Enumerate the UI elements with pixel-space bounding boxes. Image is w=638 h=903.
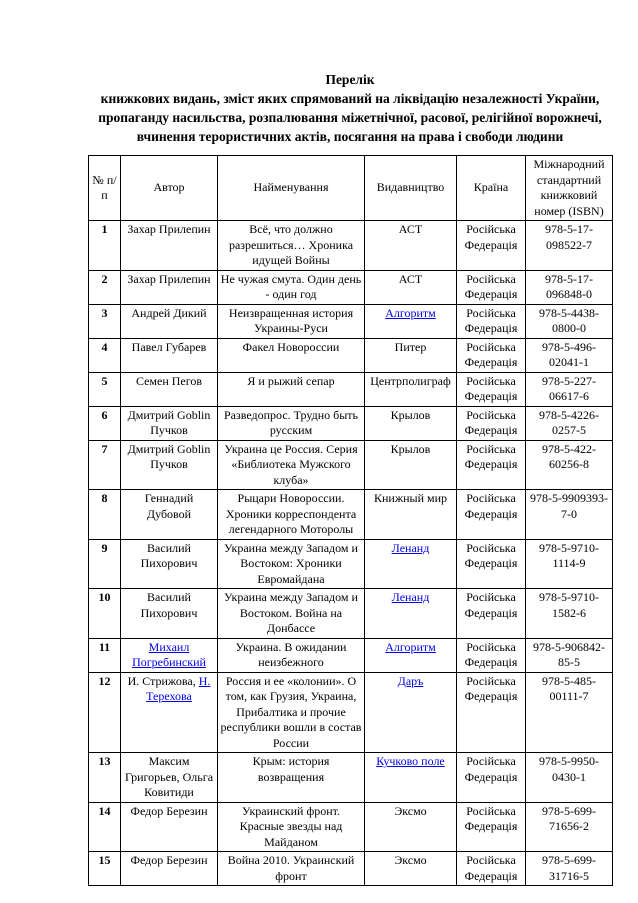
cell-publisher	[365, 304, 457, 338]
cell-row-number: 14	[89, 802, 121, 852]
cell-row-number: 11	[89, 638, 121, 672]
column-header-isbn: Міжнародний стандартний книжковий номер (ISBN)	[526, 156, 613, 221]
table-row	[89, 490, 613, 540]
cell-author	[121, 338, 218, 372]
table-row	[89, 539, 613, 589]
table-row	[89, 802, 613, 852]
table-row	[89, 338, 613, 372]
author-link[interactable]: Н. Терехова	[146, 673, 211, 703]
cell-author	[121, 440, 218, 490]
cell-book-title: Неизвращенная история Украины-Руси	[218, 304, 365, 338]
table-row	[89, 852, 613, 886]
author-text: Василий Пихорович	[140, 540, 198, 570]
cell-author	[121, 490, 218, 540]
title-body: книжкових видань, зміст яких спрямований на ліквідацію незалежності України, пропаганду насильства, розпалювання міжетнічної, расової, релігійної ворожнечі, вчинення терористичних актів, посягання на права і свободи людини	[98, 91, 602, 144]
cell-row-number: 10	[89, 589, 121, 639]
cell-isbn: 978-5-422-60256-8	[526, 440, 613, 490]
publisher-link[interactable]: Алгоритм	[385, 305, 436, 320]
author-text: Федор Березин	[130, 853, 208, 867]
cell-publisher	[365, 539, 457, 589]
cell-country: Російська Федерація	[457, 304, 526, 338]
cell-isbn: 978-5-17-098522-7	[526, 221, 613, 271]
author-text: Андрей Дикий	[131, 305, 207, 320]
cell-publisher: Эксмо	[365, 802, 457, 852]
cell-publisher: Крылов	[365, 440, 457, 490]
cell-isbn: 978-5-9909393-7-0	[526, 490, 613, 540]
author-text: Семен Пегов	[135, 373, 203, 388]
banned-books-table	[88, 155, 613, 886]
cell-country: Російська Федерація	[457, 490, 526, 540]
cell-publisher	[365, 589, 457, 639]
cell-row-number: 3	[89, 304, 121, 338]
title-line-1: Перелік	[325, 72, 375, 87]
table-row	[89, 638, 613, 672]
cell-author	[121, 589, 218, 639]
table-row	[89, 372, 613, 406]
cell-country: Російська Федерація	[457, 440, 526, 490]
table-row	[89, 221, 613, 271]
cell-book-title: Украина между Западом и Востоком. Война на Донбассе	[218, 589, 365, 639]
table-row	[89, 440, 613, 490]
cell-publisher: АСТ	[365, 270, 457, 304]
author-text: И. Стрижова,	[127, 673, 199, 688]
cell-author	[121, 638, 218, 672]
cell-publisher: Эксмо	[365, 852, 457, 886]
cell-book-title: Рыцари Новороссии. Хроники корреспондента легендарного Моторолы	[218, 490, 365, 540]
cell-isbn: 978-5-9950-0430-1	[526, 753, 613, 803]
cell-country: Російська Федерація	[457, 338, 526, 372]
cell-author	[121, 406, 218, 440]
table-body	[89, 221, 613, 886]
cell-author	[121, 270, 218, 304]
cell-row-number: 5	[89, 372, 121, 406]
cell-row-number: 13	[89, 753, 121, 803]
cell-book-title: Украина между Западом и Востоком: Хроники Евромайдана	[218, 539, 365, 589]
publisher-link[interactable]: Ленанд	[391, 590, 430, 604]
publisher-link[interactable]: Даръ	[397, 673, 424, 688]
cell-row-number: 8	[89, 490, 121, 540]
cell-country: Російська Федерація	[457, 372, 526, 406]
cell-isbn: 978-5-4438-0800-0	[526, 304, 613, 338]
cell-country: Російська Федерація	[457, 589, 526, 639]
author-text: Геннадий Дубовой	[144, 491, 194, 521]
cell-author	[121, 802, 218, 852]
cell-isbn: 978-5-227-06617-6	[526, 372, 613, 406]
cell-isbn: 978-5-4226-0257-5	[526, 406, 613, 440]
cell-book-title: Не чужая смута. Один день - один год	[218, 270, 365, 304]
cell-country: Російська Федерація	[457, 753, 526, 803]
table-row	[89, 589, 613, 639]
column-header-row-number: № п/п	[89, 156, 121, 221]
cell-publisher	[365, 753, 457, 803]
cell-book-title: Факел Новороссии	[218, 338, 365, 372]
cell-book-title: Всё, что должно разрешиться… Хроника идущей Войны	[218, 221, 365, 271]
table-row	[89, 270, 613, 304]
cell-isbn: 978-5-699-71656-2	[526, 802, 613, 852]
author-text: Захар Прилепин	[127, 222, 211, 236]
cell-book-title: Война 2010. Украинский фронт	[218, 852, 365, 886]
cell-row-number: 4	[89, 338, 121, 372]
cell-author	[121, 372, 218, 406]
cell-publisher	[365, 672, 457, 753]
cell-book-title: Украина це Россия. Серия «Библиотека Мужского клуба»	[218, 440, 365, 490]
cell-author	[121, 221, 218, 271]
cell-author	[121, 672, 218, 753]
publisher-link[interactable]: Ленанд	[391, 540, 430, 555]
cell-country: Російська Федерація	[457, 406, 526, 440]
cell-author	[121, 304, 218, 338]
cell-row-number: 15	[89, 852, 121, 886]
author-text: Василий Пихорович	[140, 590, 198, 620]
cell-author	[121, 539, 218, 589]
cell-publisher: Питер	[365, 338, 457, 372]
cell-isbn: 978-5-9710-1114-9	[526, 539, 613, 589]
cell-row-number: 7	[89, 440, 121, 490]
column-header-publisher: Видавництво	[365, 156, 457, 221]
cell-book-title: Украина. В ожидании неизбежного	[218, 638, 365, 672]
cell-row-number: 6	[89, 406, 121, 440]
author-text: Дмитрий Goblin Пучков	[127, 441, 211, 471]
table-row	[89, 406, 613, 440]
cell-isbn: 978-5-496-02041-1	[526, 338, 613, 372]
cell-isbn: 978-5-699-31716-5	[526, 852, 613, 886]
cell-isbn: 978-5-9710-1582-6	[526, 589, 613, 639]
table-row	[89, 304, 613, 338]
publisher-link[interactable]: Алгоритм	[385, 639, 436, 654]
cell-author	[121, 852, 218, 886]
author-text: Дмитрий Goblin Пучков	[127, 407, 211, 437]
cell-country: Російська Федерація	[457, 221, 526, 271]
cell-row-number: 9	[89, 539, 121, 589]
cell-publisher: Книжный мир	[365, 490, 457, 540]
cell-isbn: 978-5-17-096848-0	[526, 270, 613, 304]
column-header-country: Країна	[457, 156, 526, 221]
cell-book-title: Россия и ее «колонии». О том, как Грузия, Украина, Прибалтика и прочие республики вошли в состав России	[218, 672, 365, 753]
cell-country: Російська Федерація	[457, 672, 526, 753]
cell-country: Російська Федерація	[457, 539, 526, 589]
table-row	[89, 672, 613, 753]
author-text: Максим Григорьев, Ольга Ковитиди	[124, 754, 214, 799]
cell-publisher	[365, 638, 457, 672]
cell-row-number: 2	[89, 270, 121, 304]
cell-country: Російська Федерація	[457, 802, 526, 852]
author-link[interactable]: Михаил Погребинский	[132, 639, 206, 669]
cell-row-number: 12	[89, 672, 121, 753]
cell-book-title: Я и рыжий сепар	[218, 372, 365, 406]
document-title	[88, 70, 612, 146]
cell-book-title: Крым: история возвращения	[218, 753, 365, 803]
cell-country: Російська Федерація	[457, 638, 526, 672]
cell-country: Російська Федерація	[457, 270, 526, 304]
cell-publisher: Центрполиграф	[365, 372, 457, 406]
cell-isbn: 978-5-906842-85-5	[526, 638, 613, 672]
cell-row-number: 1	[89, 221, 121, 271]
column-header-book-title: Найменування	[218, 156, 365, 221]
author-text: Захар Прилепин	[127, 271, 211, 286]
column-header-author: Автор	[121, 156, 218, 221]
author-text: Федор Березин	[130, 803, 208, 818]
cell-publisher: Крылов	[365, 406, 457, 440]
cell-book-title: Украинский фронт. Красные звезды над Майданом	[218, 802, 365, 852]
table-header-row	[89, 156, 613, 221]
cell-book-title: Разведопрос. Трудно быть русским	[218, 406, 365, 440]
cell-country: Російська Федерація	[457, 852, 526, 886]
publisher-link[interactable]: Кучково поле	[376, 754, 445, 768]
cell-isbn: 978-5-485-00111-7	[526, 672, 613, 753]
table-row	[89, 753, 613, 803]
table-header	[89, 156, 613, 221]
author-text: Павел Губарев	[131, 339, 207, 354]
cell-publisher: АСТ	[365, 221, 457, 271]
cell-author	[121, 753, 218, 803]
